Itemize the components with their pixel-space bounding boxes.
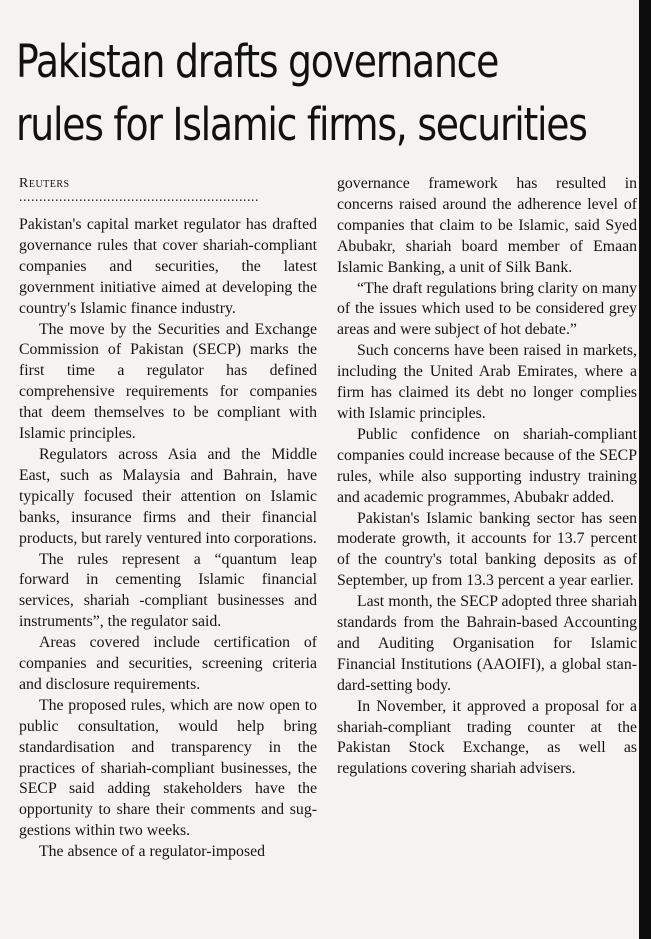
headline — [16, 30, 587, 156]
paragraph: governance framework has resulted in concerns raised around the adherence level of companies that claim to be Islamic, said Syed Abubakr, shariah board member of Emaan Islamic Banking, a unit of Silk Bank. — [337, 175, 637, 276]
paragraph: In November, it approved a proposal for a shariah-compliant trading counter at the Pakistan Stock Exchange, as well as regulations covering shariah advisers. — [337, 697, 637, 778]
paragraph: The rules represent a “quantum leap forward in cementing Islamic financial services, shariah -compliant businesses and instruments”, the regulator said. — [19, 550, 317, 631]
paragraph: Pakistan's capital market regulator has drafted governance rules that cover shariah-compliant companies and securities, the latest government initiative aimed at developing the country's Islamic finance industry. — [19, 216, 317, 317]
headline-line-1: Pakistan drafts governance — [16, 35, 499, 88]
article-column-right — [337, 174, 637, 780]
byline-separator: ............................................................ — [19, 190, 259, 205]
paragraph: “The draft regulations bring clarity on many of the issues which used to be considered grey areas and were subject of hot debate.” — [337, 279, 637, 339]
paragraph: The absence of a regulator-imposed — [39, 843, 266, 861]
paragraph: The proposed rules, which are now open to public consultation, would help bring standardisation and transparency in the practices of shariah-compliant businesses, the SECP said adding stakeholders have the opportunity to share their comments and suggestions within two weeks. — [19, 696, 317, 840]
headline-line-2: rules for Islamic firms, securities — [16, 98, 587, 151]
paragraph: Areas covered include certification of companies and securities, screening criteria and disclosure requirements. — [19, 634, 317, 693]
paragraph: Public confidence on shariah-compliant companies could increase because of the SECP rules, while also supporting industry training and academic programmes, Abubakr added. — [337, 425, 637, 506]
paragraph: Regulators across Asia and the Middle East, such as Malaysia and Bahrain, have typically focused their attention on Islamic banks, insurance firms and their financial products, but rarely ventured into corporations. — [19, 445, 317, 547]
paragraph: The move by the Securities and Exchange Commission of Pakistan (SECP) marks the first time a regulator has defined comprehensive requirements for companies that deem themselves to be compliant with Islamic principles. — [19, 320, 317, 443]
paragraph: Last month, the SECP adopted three shariah standards from the Bahrain-based Accounting and Auditing Organisation for Islamic Financial Institutions (AAOIFI), a global standard-setting body. — [337, 593, 637, 694]
byline: Reuters — [19, 176, 70, 191]
article-column-left — [19, 215, 317, 863]
paragraph: Such concerns have been raised in markets, including the United Arab Emirates, where a firm has claimed its debt no longer complies with Islamic principles. — [337, 342, 637, 422]
paragraph: Pakistan's Islamic banking sector has seen moderate growth, it accounts for 13.7 percent of the country's total banking deposits as of September, up from 13.3 percent a year earlier. — [337, 509, 637, 590]
page-edge-shadow — [639, 0, 651, 939]
